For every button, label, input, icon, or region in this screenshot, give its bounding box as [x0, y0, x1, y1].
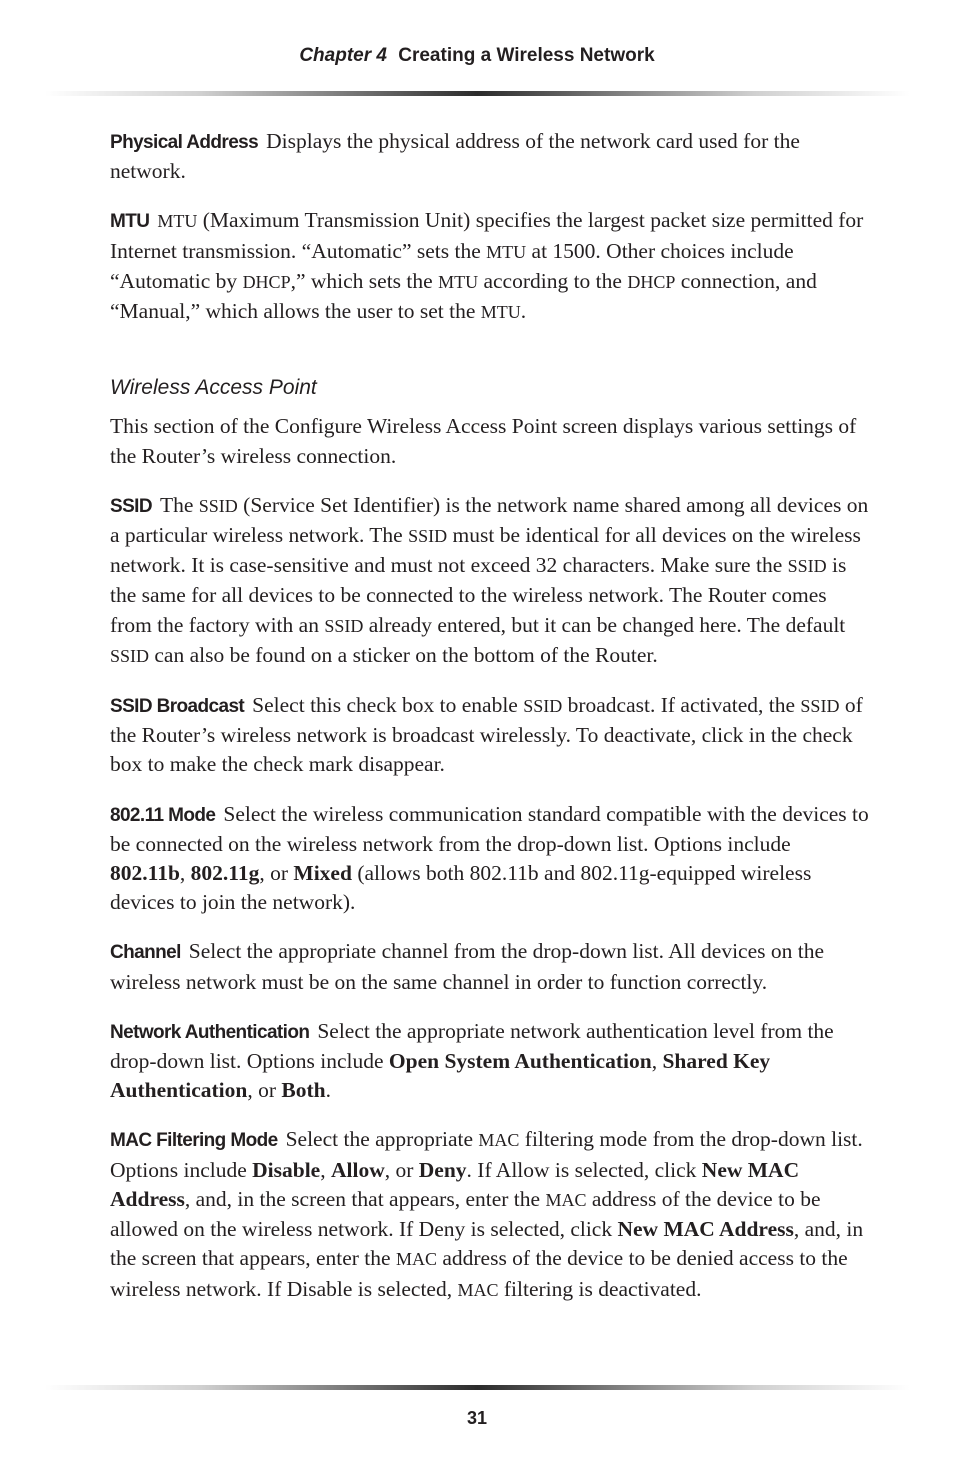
auth-text: , [651, 1049, 663, 1074]
page-number: 31 [466, 1408, 488, 1428]
mac-text: , and, in the screen that appears, enter the [184, 1186, 546, 1211]
channel-text: Select the appropriate channel from the drop-down list. All devices on the wireless network must be on the same channel in order to function correctly. [110, 939, 825, 994]
chapter-title: Creating a Wireless Network [398, 45, 655, 66]
term-network-authentication: Network Authentication [110, 1021, 310, 1043]
mtu-text: ,” which sets the [290, 268, 439, 293]
term-ssid-broadcast: SSID Broadcast [110, 696, 245, 718]
term-channel: Channel [110, 942, 181, 964]
mode-text: , or [259, 861, 294, 886]
mac-text: , [320, 1157, 331, 1182]
auth-text: , or [247, 1078, 282, 1103]
mode-text: , [179, 861, 191, 886]
ssid-text: can also be found on a sticker on the bottom of the Router. [149, 642, 658, 667]
page-header [0, 45, 954, 67]
ssid-text: is the same for all devices to be connected to the wireless network. The Router comes from the factory with an [110, 553, 847, 637]
paragraph-network-authentication [110, 1017, 870, 1106]
term-mac-filtering-mode: MAC Filtering Mode [110, 1130, 278, 1152]
physical-address-text: Displays the physical address of the network card used for the network. [110, 129, 800, 184]
mac-text: , and, in the screen that appears, enter the [110, 1217, 864, 1271]
term-mtu: MTU [110, 211, 150, 233]
ssid-broadcast-text: broadcast. If activated, the [562, 693, 801, 718]
ssid-abbr: SSID [787, 556, 827, 577]
option-shared-key: Shared Key Authentication [110, 1049, 771, 1103]
dhcp-abbr: DHCP [242, 271, 291, 292]
mac-text: filtering mode from the drop-down list. Options include [110, 1127, 863, 1182]
mtu-text: connection, and “Manual,” which allows the user to set the [110, 268, 817, 324]
paragraph-channel [110, 937, 870, 996]
ssid-text: (Service Set Identifier) is the network name shared among all devices on a particular wireless network. The [110, 492, 869, 548]
paragraph-mtu [110, 206, 870, 327]
new-mac-address-label: New MAC Address [617, 1217, 794, 1242]
paragraph-80211-mode [110, 800, 870, 918]
footer-rule [45, 1385, 910, 1390]
mac-abbr: MAC [457, 1279, 499, 1300]
mac-abbr: MAC [478, 1130, 520, 1151]
option-80211g: 802.11g [190, 861, 260, 886]
option-disable: Disable [252, 1157, 321, 1182]
dhcp-abbr: DHCP [627, 271, 676, 292]
option-deny: Deny [418, 1157, 467, 1182]
mtu-text: at 1500. Other choices include “Automatic by [110, 238, 794, 293]
ssid-abbr: SSID [198, 495, 238, 516]
mac-text: Select the appropriate [285, 1127, 479, 1152]
mode-text: (allows both 802.11b and 802.11g-equipped wireless devices to join the network). [110, 861, 812, 915]
ssid-text: must be identical for all devices on the wireless network. It is case-sensitive and must not exceed 32 characters. Make sure the [110, 523, 861, 578]
option-allow: Allow [330, 1157, 385, 1182]
option-open-system: Open System Authentication [388, 1049, 652, 1074]
mode-text: Select the wireless communication standard compatible with the devices to be connected on the wireless network from the drop-down list. Options include [110, 801, 869, 856]
chapter-label: Chapter 4 [299, 45, 387, 66]
mac-text: , or [384, 1157, 419, 1182]
option-both: Both [281, 1078, 326, 1103]
mac-text: . If Allow is selected, click [466, 1157, 702, 1182]
mac-text: address of the device to be allowed on the wireless network. If Deny is selected, click [110, 1186, 821, 1242]
ssid-broadcast-text: Select this check box to enable [252, 693, 524, 718]
mtu-text: . [520, 299, 527, 324]
ssid-broadcast-text: of the Router’s wireless network is broadcast wirelessly. To deactivate, click in the check box to make the check mark disappear. [110, 693, 863, 777]
mac-abbr: MAC [395, 1249, 437, 1270]
paragraph-ssid-broadcast [110, 691, 870, 780]
new-mac-address-label: New MAC Address [110, 1157, 800, 1211]
auth-text: . [325, 1078, 332, 1103]
mtu-abbr: MTU [480, 302, 521, 323]
mac-text: address of the device to be denied access to the wireless network. If Disable is selected, [110, 1246, 848, 1301]
mtu-text: (Maximum Transmission Unit) specifies the largest packet size permitted for Internet transmission. “Automatic” sets the [110, 208, 864, 263]
paragraph-mac-filtering [110, 1125, 870, 1304]
paragraph-physical-address [110, 127, 870, 186]
mac-text: filtering is deactivated. [498, 1276, 702, 1301]
term-ssid: SSID [110, 495, 152, 517]
header-rule [45, 91, 910, 96]
ssid-text: already entered, but it can be changed here. The default [363, 612, 846, 637]
mtu-text: according to the [478, 268, 628, 293]
ssid-abbr: SSID [523, 696, 563, 717]
option-mixed: Mixed [293, 861, 352, 886]
section-title-wireless-access-point: Wireless Access Point [110, 376, 317, 400]
paragraph-wap-intro: This section of the Configure Wireless Access Point screen displays various settings of the Router’s wireless connection. [110, 414, 857, 468]
paragraph-ssid [110, 491, 870, 671]
mac-abbr: MAC [545, 1189, 587, 1210]
mtu-abbr: MTU [486, 241, 527, 262]
ssid-abbr: SSID [110, 645, 150, 666]
ssid-abbr: SSID [800, 696, 840, 717]
ssid-abbr: SSID [408, 526, 448, 547]
ssid-abbr: SSID [324, 615, 364, 636]
mtu-abbr: MTU [157, 211, 198, 232]
auth-text: Select the appropriate network authentication level from the drop-down list. Options include [110, 1018, 834, 1074]
mtu-abbr: MTU [438, 271, 479, 292]
term-physical-address: Physical Address [110, 132, 259, 153]
ssid-text: The [159, 492, 199, 517]
option-80211b: 802.11b [110, 861, 180, 886]
page-body [110, 127, 870, 1325]
term-80211-mode: 802.11 Mode [110, 804, 216, 826]
